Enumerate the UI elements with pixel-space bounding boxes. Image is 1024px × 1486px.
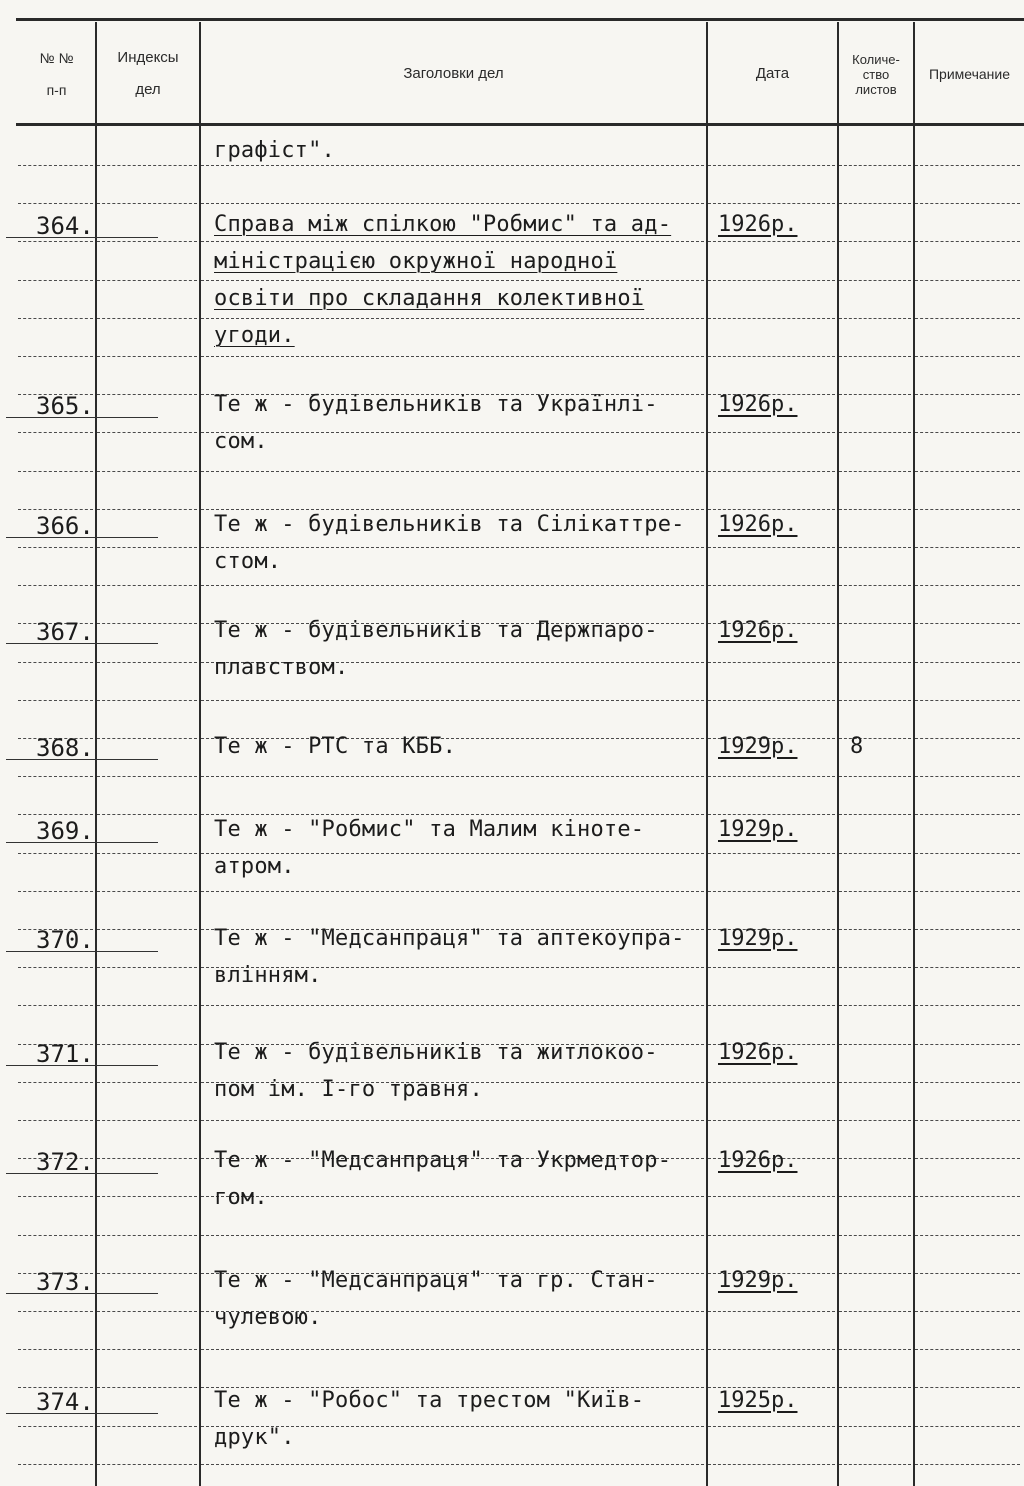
entry-date: 1926р. [718,1040,798,1065]
entry-title-line: Те ж - будівельників та житлокоо- [214,1040,658,1065]
ruling-line [839,1273,911,1275]
ruling-line [839,1082,911,1084]
ruling-line [915,1426,1020,1428]
top-border [16,18,1024,21]
ruling-line [97,1120,197,1122]
ruling-line [915,203,1020,205]
ruling-line [97,394,197,396]
ruling-line [18,203,93,205]
ruling-line [201,432,704,434]
entry-title-line: атром. [214,854,295,879]
ruling-line [708,1120,835,1122]
header-number-line1: № № [39,50,74,66]
ruling-line [97,738,197,740]
ruling-line [18,1311,93,1313]
entry-title-line: гом. [214,1185,268,1210]
entry-number: 371. [36,1040,94,1068]
ruling-line [915,929,1020,931]
ruling-line [915,662,1020,664]
header-index-line1: Индексы [117,49,179,66]
entry-title-line: Те ж - "Робмис" та Малим кіноте- [214,817,645,842]
entry-date: 1926р. [718,392,798,417]
ruling-line [839,585,911,587]
ruling-line [915,432,1020,434]
ruling-line [915,967,1020,969]
ruling-line [839,1311,911,1313]
header-note: Примечание [928,66,1011,82]
ruling-line [201,318,704,320]
ruling-line [18,662,93,664]
ruling-line [18,241,93,243]
header-count [839,26,913,122]
entry-title-line: Те ж - "Медсанпраця" та гр. Стан- [214,1268,658,1293]
ruling-line [839,432,911,434]
ruling-line [18,891,93,893]
entry-number: 372. [36,1148,94,1176]
ruling-line [18,1235,93,1237]
entry-number: 374. [36,1388,94,1416]
ruling-line [97,547,197,549]
ruling-line [97,623,197,625]
ruling-line [97,1426,197,1428]
continuation-text: графіст". [214,138,336,163]
ruling-line [915,1120,1020,1122]
ruling-line [708,1311,835,1313]
ruling-line [18,1196,93,1198]
entry-title-line: угоди. [214,323,295,348]
ruling-line [839,280,911,282]
ruling-line [97,203,197,205]
ruling-line [97,509,197,511]
ruling-line [839,967,911,969]
entry-date: 1926р. [718,618,798,643]
entry-date: 1929р. [718,817,798,842]
ruling-line [915,1387,1020,1389]
ruling-line [201,1196,704,1198]
ruling-line [201,280,704,282]
ruling-line [915,241,1020,243]
ruling-line [915,623,1020,625]
ruling-line [708,432,835,434]
ruling-line [97,929,197,931]
ruling-line [201,1464,704,1466]
ruling-line [915,165,1020,167]
ruling-line [97,318,197,320]
ruling-line [708,1196,835,1198]
ruling-line [839,662,911,664]
entry-title-line: Те ж - "Робос" та трестом "Київ- [214,1388,645,1413]
ruling-line [839,547,911,549]
header-count-line3: листов [855,81,897,97]
ruling-line [18,356,93,358]
ruling-line [839,318,911,320]
header-index [97,26,199,122]
ruling-line [915,1311,1020,1313]
ruling-line [201,203,704,205]
entry-date: 1925р. [718,1388,798,1413]
ruling-line [97,1349,197,1351]
entry-title-line: Те ж - РТС та КББ. [214,734,457,759]
ruling-line [839,1158,911,1160]
entry-title-line: влінням. [214,963,322,988]
ruling-line [708,241,835,243]
ruling-line [18,585,93,587]
ruling-line [915,1158,1020,1160]
ruling-line [839,1120,911,1122]
ruling-line [201,814,704,816]
entry-title-line: освіти про складання колективної [214,286,645,311]
ruling-line [708,547,835,549]
ruling-line [708,1005,835,1007]
ruling-line [18,280,93,282]
ruling-line [839,1349,911,1351]
ruling-line [708,203,835,205]
entry-sheet-count: 8 [850,734,864,759]
header-number-line2: п-п [46,82,67,98]
ruling-line [97,1273,197,1275]
ruling-line [97,700,197,702]
ruling-line [18,776,93,778]
entry-date: 1926р. [718,212,798,237]
ruling-line [915,356,1020,358]
header-count-line1: Количе- [852,51,900,67]
ruling-line [915,776,1020,778]
ruling-line [97,432,197,434]
ruling-line [18,700,93,702]
ruling-line [18,1082,93,1084]
ruling-line [97,1158,197,1160]
ruling-line [915,700,1020,702]
ruling-line [915,738,1020,740]
entry-title-line: Те ж - будівельників та Українлі- [214,392,658,417]
ruling-line [97,1082,197,1084]
header-number [18,26,95,122]
ruling-line [97,776,197,778]
ruling-line [97,1196,197,1198]
ruling-line [97,853,197,855]
ruling-line [18,509,93,511]
ruling-line [915,394,1020,396]
entry-title-line: друк". [214,1425,295,1450]
ruling-line [839,1196,911,1198]
ruling-line [915,280,1020,282]
entry-number: 364. [36,212,94,240]
entry-title-line: Те ж - будівельників та Сілікаттре- [214,512,685,537]
ruling-line [839,471,911,473]
ruling-line [201,776,704,778]
ruling-line [18,432,93,434]
ruling-line [97,585,197,587]
ruling-line [708,165,835,167]
ruling-line [97,1044,197,1046]
ruling-line [708,662,835,664]
ruling-line [839,203,911,205]
ruling-line [708,700,835,702]
ruling-line [97,1464,197,1466]
entry-date: 1929р. [718,734,798,759]
entry-title-line: Те ж - будівельників та Держпаро- [214,618,658,643]
ruling-line [18,1349,93,1351]
ruling-line [201,585,704,587]
ruling-line [201,165,704,167]
ruling-line [839,1235,911,1237]
entry-title-line: пом ім. І-го травня. [214,1077,483,1102]
ruling-line [915,1082,1020,1084]
ruling-line [708,1426,835,1428]
ruling-line [708,1082,835,1084]
ruling-line [839,1005,911,1007]
ruling-line [201,1349,704,1351]
ruling-line [915,547,1020,549]
ruling-line [97,280,197,282]
ruling-line [18,471,93,473]
ruling-line [708,280,835,282]
ruling-line [708,1235,835,1237]
entry-number: 373. [36,1268,94,1296]
ruling-line [201,1005,704,1007]
ruling-line [97,662,197,664]
ruling-line [839,853,911,855]
ruling-line [18,1005,93,1007]
ruling-line [97,967,197,969]
ruling-line [839,356,911,358]
ruling-line [915,1196,1020,1198]
ruling-line [915,1464,1020,1466]
ruling-line [97,165,197,167]
ruling-line [18,318,93,320]
entry-date: 1929р. [718,1268,798,1293]
ruling-line [915,585,1020,587]
ruling-line [839,394,911,396]
ruling-line [915,471,1020,473]
ruling-line [708,318,835,320]
ruling-line [839,509,911,511]
ruling-line [18,547,93,549]
ruling-line [839,929,911,931]
entry-number: 370. [36,926,94,954]
ruling-line [201,356,704,358]
ruling-line [839,165,911,167]
ruling-line [97,471,197,473]
entry-date: 1926р. [718,1148,798,1173]
header-title: Заголовки дел [403,65,504,82]
entry-title-line: стом. [214,549,282,574]
ruling-line [915,891,1020,893]
ruling-line [201,1235,704,1237]
ruling-line [201,1120,704,1122]
entry-number: 366. [36,512,94,540]
ruling-line [839,1387,911,1389]
ruling-line [18,1426,93,1428]
entry-title-line: плавством. [214,655,349,680]
ruling-line [18,165,93,167]
ruling-line [839,623,911,625]
ruling-line [915,1349,1020,1351]
ruling-line [915,853,1020,855]
ruling-line [708,585,835,587]
ruling-line [915,1235,1020,1237]
ruling-line [18,853,93,855]
ruling-line [708,814,835,816]
entry-title-line: Те ж - "Медсанпраця" та аптекоупра- [214,926,685,951]
ruling-line [708,891,835,893]
ruling-line [18,1464,93,1466]
ruling-line [708,967,835,969]
entry-number: 365. [36,392,94,420]
entry-date: 1929р. [718,926,798,951]
ruling-line [18,814,93,816]
ruling-line [839,1426,911,1428]
ruling-line [839,1464,911,1466]
ruling-line [915,1273,1020,1275]
ruling-line [18,1120,93,1122]
ruling-line [201,509,704,511]
ruling-line [839,776,911,778]
ruling-line [201,700,704,702]
ruling-line [839,891,911,893]
ruling-line [97,1311,197,1313]
entry-title-line: чулевою. [214,1305,322,1330]
header-index-line2: дел [135,81,161,98]
ruling-line [97,1005,197,1007]
ruling-line [97,241,197,243]
ruling-line [839,241,911,243]
ruling-line [201,891,704,893]
ruling-line [708,1464,835,1466]
ruling-line [97,814,197,816]
ruling-line [201,241,704,243]
ruling-line [708,471,835,473]
ruling-line [708,356,835,358]
entry-number: 369. [36,817,94,845]
ruling-line [915,1044,1020,1046]
ruling-line [915,814,1020,816]
entry-title-line: Справа між спілкою "Робмис" та ад- [214,212,672,237]
ruling-line [915,318,1020,320]
ruling-line [839,700,911,702]
header-date: Дата [755,65,790,82]
ruling-line [97,891,197,893]
ruling-line [839,1044,911,1046]
entry-title-line: Те ж - "Медсанпраця" та Укрмедтор- [214,1148,672,1173]
entry-title-line: сом. [214,429,268,454]
ruling-line [201,471,704,473]
entry-number: 368. [36,734,94,762]
ruling-line [97,1235,197,1237]
ruling-line [18,967,93,969]
ruling-line [708,509,835,511]
entry-title-line: міністрацією окружної народної [214,249,618,274]
ruling-line [839,814,911,816]
ruling-line [708,853,835,855]
entry-number: 367. [36,618,94,646]
header-bottom-border [16,123,1024,126]
ruling-line [97,356,197,358]
ruling-line [708,776,835,778]
ruling-line [915,1005,1020,1007]
ruling-line [708,1349,835,1351]
ruling-line [97,1387,197,1389]
ruling-line [915,509,1020,511]
entry-date: 1926р. [718,512,798,537]
header-count-line2: ство [862,66,890,82]
